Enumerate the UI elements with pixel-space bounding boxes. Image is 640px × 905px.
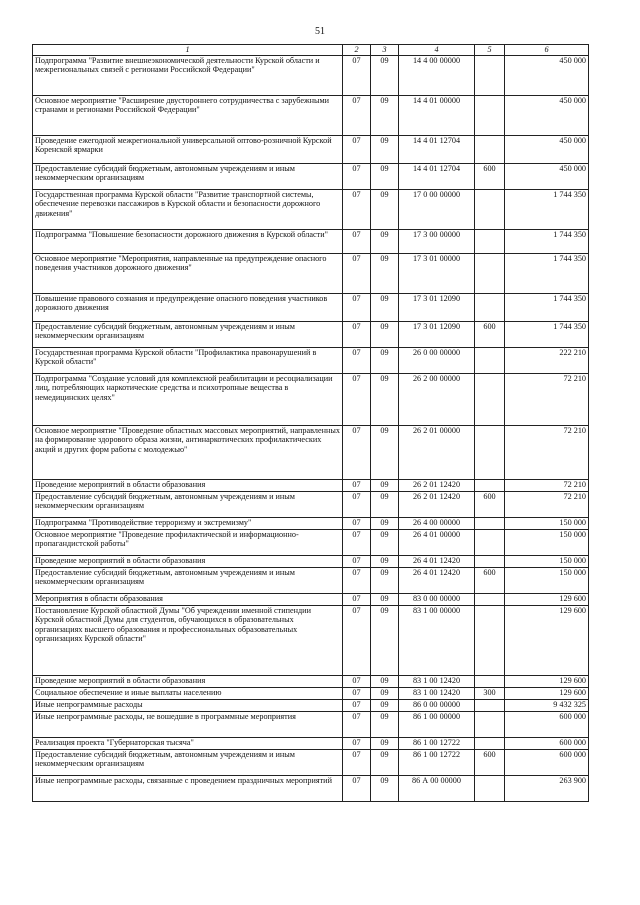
row-subsection-cell: 09	[371, 492, 399, 518]
row-target-code-cell: 83 1 00 12420	[399, 688, 475, 700]
row-target-code-cell: 26 4 01 00000	[399, 530, 475, 556]
row-section-cell: 07	[343, 750, 371, 776]
row-name-cell: Социальное обеспечение и иные выплаты населению	[33, 688, 343, 700]
table-row	[33, 530, 589, 556]
row-amount-cell: 263 900	[505, 776, 589, 802]
row-subsection-cell: 09	[371, 594, 399, 606]
row-target-code-cell: 17 3 01 12090	[399, 294, 475, 322]
row-name-cell: Основное мероприятие "Проведение профилактической и информационно-пропагандистской работы"	[33, 530, 343, 556]
row-amount-cell: 1 744 350	[505, 294, 589, 322]
row-amount-cell: 72 210	[505, 480, 589, 492]
row-section-cell: 07	[343, 230, 371, 254]
row-expense-type-cell	[475, 606, 505, 676]
column-header-expense-type: 5	[475, 45, 505, 56]
table-row	[33, 322, 589, 348]
row-subsection-cell: 09	[371, 254, 399, 294]
row-amount-cell: 600 000	[505, 712, 589, 738]
row-target-code-cell: 86 1 00 12722	[399, 750, 475, 776]
row-name-cell: Предоставление субсидий бюджетным, автономным учреждениям и иным некоммерческим организациям	[33, 750, 343, 776]
row-target-code-cell: 26 2 01 00000	[399, 426, 475, 480]
row-amount-cell: 600 000	[505, 738, 589, 750]
row-amount-cell: 129 600	[505, 676, 589, 688]
row-target-code-cell: 17 3 01 12090	[399, 322, 475, 348]
table-row	[33, 700, 589, 712]
row-name-cell: Основное мероприятие "Мероприятия, направленные на предупреждение опасного поведения участников дорожного движения"	[33, 254, 343, 294]
row-amount-cell: 129 600	[505, 606, 589, 676]
row-expense-type-cell	[475, 56, 505, 96]
row-target-code-cell: 26 2 00 00000	[399, 374, 475, 426]
column-header-section: 2	[343, 45, 371, 56]
row-name-cell: Иные непрограммные расходы	[33, 700, 343, 712]
row-section-cell: 07	[343, 568, 371, 594]
row-target-code-cell: 86 0 00 00000	[399, 700, 475, 712]
row-subsection-cell: 09	[371, 374, 399, 426]
row-section-cell: 07	[343, 136, 371, 164]
page-number: 51	[315, 26, 325, 37]
column-header-subsection: 3	[371, 45, 399, 56]
row-subsection-cell: 09	[371, 530, 399, 556]
table-row	[33, 164, 589, 190]
row-subsection-cell: 09	[371, 676, 399, 688]
row-expense-type-cell: 600	[475, 568, 505, 594]
table-header-row	[33, 45, 589, 56]
row-name-cell: Проведение ежегодной межрегиональной универсальной оптово-розничной Курской Коренской ярмарки	[33, 136, 343, 164]
table-row	[33, 374, 589, 426]
row-section-cell: 07	[343, 688, 371, 700]
row-expense-type-cell	[475, 254, 505, 294]
row-expense-type-cell	[475, 700, 505, 712]
row-amount-cell: 450 000	[505, 136, 589, 164]
row-expense-type-cell	[475, 776, 505, 802]
row-target-code-cell: 83 0 00 00000	[399, 594, 475, 606]
row-expense-type-cell: 600	[475, 164, 505, 190]
row-amount-cell: 1 744 350	[505, 322, 589, 348]
row-section-cell: 07	[343, 254, 371, 294]
row-name-cell: Проведение мероприятий в области образования	[33, 676, 343, 688]
table-row	[33, 254, 589, 294]
row-subsection-cell: 09	[371, 738, 399, 750]
row-amount-cell: 129 600	[505, 594, 589, 606]
row-name-cell: Проведение мероприятий в области образования	[33, 556, 343, 568]
row-expense-type-cell: 300	[475, 688, 505, 700]
row-subsection-cell: 09	[371, 294, 399, 322]
row-subsection-cell: 09	[371, 568, 399, 594]
row-name-cell: Предоставление субсидий бюджетным, автономным учреждениям и иным некоммерческим организациям	[33, 492, 343, 518]
row-section-cell: 07	[343, 530, 371, 556]
row-amount-cell: 600 000	[505, 750, 589, 776]
row-target-code-cell: 17 3 01 00000	[399, 254, 475, 294]
row-subsection-cell: 09	[371, 96, 399, 136]
table-row	[33, 606, 589, 676]
row-name-cell: Повышение правового сознания и предупреждение опасного поведения участников дорожного движения	[33, 294, 343, 322]
row-target-code-cell: 14 4 01 12704	[399, 164, 475, 190]
row-name-cell: Подпрограмма "Создание условий для комплексной реабилитации и ресоциализации лиц, потребляющих наркотические средства и психотропные вещества в немедицинских целях"	[33, 374, 343, 426]
row-name-cell: Проведение мероприятий в области образования	[33, 480, 343, 492]
row-amount-cell: 150 000	[505, 568, 589, 594]
row-section-cell: 07	[343, 426, 371, 480]
table-row	[33, 230, 589, 254]
row-expense-type-cell	[475, 676, 505, 688]
row-expense-type-cell	[475, 518, 505, 530]
row-expense-type-cell	[475, 480, 505, 492]
row-target-code-cell: 86 1 00 00000	[399, 712, 475, 738]
budget-table	[32, 44, 589, 802]
row-section-cell: 07	[343, 712, 371, 738]
row-section-cell: 07	[343, 594, 371, 606]
row-expense-type-cell	[475, 348, 505, 374]
table-row	[33, 738, 589, 750]
row-subsection-cell: 09	[371, 56, 399, 96]
row-section-cell: 07	[343, 676, 371, 688]
table-row	[33, 556, 589, 568]
row-section-cell: 07	[343, 294, 371, 322]
row-amount-cell: 450 000	[505, 56, 589, 96]
row-target-code-cell: 17 3 00 00000	[399, 230, 475, 254]
row-amount-cell: 129 600	[505, 688, 589, 700]
table-row	[33, 56, 589, 96]
row-expense-type-cell	[475, 712, 505, 738]
row-expense-type-cell	[475, 426, 505, 480]
row-amount-cell: 450 000	[505, 96, 589, 136]
row-amount-cell: 72 210	[505, 426, 589, 480]
row-expense-type-cell	[475, 230, 505, 254]
row-expense-type-cell: 600	[475, 750, 505, 776]
row-section-cell: 07	[343, 96, 371, 136]
row-name-cell: Подпрограмма "Развитие внешнеэкономической деятельности Курской области и межрегиональных связей с регионами Российской Федерации"	[33, 56, 343, 96]
column-header-target-code: 4	[399, 45, 475, 56]
column-header-name: 1	[33, 45, 343, 56]
row-expense-type-cell: 600	[475, 492, 505, 518]
row-target-code-cell: 83 1 00 00000	[399, 606, 475, 676]
row-amount-cell: 9 432 325	[505, 700, 589, 712]
row-expense-type-cell	[475, 374, 505, 426]
table-row	[33, 96, 589, 136]
row-subsection-cell: 09	[371, 136, 399, 164]
table-row	[33, 712, 589, 738]
row-target-code-cell: 26 2 01 12420	[399, 480, 475, 492]
row-name-cell: Подпрограмма "Повышение безопасности дорожного движения в Курской области"	[33, 230, 343, 254]
row-section-cell: 07	[343, 606, 371, 676]
row-amount-cell: 1 744 350	[505, 254, 589, 294]
row-amount-cell: 150 000	[505, 530, 589, 556]
row-section-cell: 07	[343, 322, 371, 348]
row-section-cell: 07	[343, 374, 371, 426]
row-name-cell: Предоставление субсидий бюджетным, автономным учреждениям и иным некоммерческим организациям	[33, 164, 343, 190]
row-amount-cell: 222 210	[505, 348, 589, 374]
row-name-cell: Предоставление субсидий бюджетным, автономным учреждениям и иным некоммерческим организациям	[33, 322, 343, 348]
row-subsection-cell: 09	[371, 556, 399, 568]
row-section-cell: 07	[343, 556, 371, 568]
row-subsection-cell: 09	[371, 426, 399, 480]
row-expense-type-cell	[475, 136, 505, 164]
row-name-cell: Государственная программа Курской области "Профилактика правонарушений в Курской области"	[33, 348, 343, 374]
row-target-code-cell: 26 2 01 12420	[399, 492, 475, 518]
row-subsection-cell: 09	[371, 606, 399, 676]
row-target-code-cell: 26 0 00 00000	[399, 348, 475, 374]
row-name-cell: Подпрограмма "Противодействие терроризму и экстремизму"	[33, 518, 343, 530]
table-row	[33, 480, 589, 492]
row-name-cell: Мероприятия в области образования	[33, 594, 343, 606]
row-target-code-cell: 14 4 00 00000	[399, 56, 475, 96]
row-expense-type-cell	[475, 96, 505, 136]
row-name-cell: Основное мероприятие "Проведение областных массовых мероприятий, направленных на формирование здорового образа жизни, антинаркотических профилактических акций и других форм работы с молодежью"	[33, 426, 343, 480]
row-amount-cell: 450 000	[505, 164, 589, 190]
row-target-code-cell: 86 А 00 00000	[399, 776, 475, 802]
row-subsection-cell: 09	[371, 688, 399, 700]
row-amount-cell: 1 744 350	[505, 230, 589, 254]
row-section-cell: 07	[343, 190, 371, 230]
row-section-cell: 07	[343, 700, 371, 712]
row-section-cell: 07	[343, 518, 371, 530]
row-subsection-cell: 09	[371, 190, 399, 230]
table-row	[33, 776, 589, 802]
row-amount-cell: 150 000	[505, 556, 589, 568]
row-target-code-cell: 86 1 00 12722	[399, 738, 475, 750]
row-amount-cell: 150 000	[505, 518, 589, 530]
table-row	[33, 294, 589, 322]
row-target-code-cell: 26 4 01 12420	[399, 556, 475, 568]
row-name-cell: Реализация проекта "Губернаторская тысяча"	[33, 738, 343, 750]
row-expense-type-cell: 600	[475, 322, 505, 348]
row-name-cell: Постановление Курской областной Думы "Об учреждении именной стипендии Курской областной Думы для студентов, обучающихся в образовательных организациях высшего образования и профессиональных образовательных организациях Курской области"	[33, 606, 343, 676]
row-subsection-cell: 09	[371, 750, 399, 776]
row-target-code-cell: 14 4 01 00000	[399, 96, 475, 136]
column-header-amount: 6	[505, 45, 589, 56]
row-section-cell: 07	[343, 56, 371, 96]
row-section-cell: 07	[343, 776, 371, 802]
table-row	[33, 426, 589, 480]
table-row	[33, 676, 589, 688]
row-expense-type-cell	[475, 738, 505, 750]
row-name-cell: Иные непрограммные расходы, связанные с проведением праздничных мероприятий	[33, 776, 343, 802]
table-row	[33, 348, 589, 374]
row-section-cell: 07	[343, 492, 371, 518]
row-subsection-cell: 09	[371, 480, 399, 492]
table-row	[33, 750, 589, 776]
row-target-code-cell: 14 4 01 12704	[399, 136, 475, 164]
row-section-cell: 07	[343, 348, 371, 374]
row-subsection-cell: 09	[371, 700, 399, 712]
row-target-code-cell: 26 4 01 12420	[399, 568, 475, 594]
row-target-code-cell: 17 0 00 00000	[399, 190, 475, 230]
table-row	[33, 492, 589, 518]
row-subsection-cell: 09	[371, 518, 399, 530]
row-subsection-cell: 09	[371, 322, 399, 348]
row-subsection-cell: 09	[371, 230, 399, 254]
row-subsection-cell: 09	[371, 348, 399, 374]
row-name-cell: Основное мероприятие "Расширение двустороннего сотрудничества с зарубежными странами и регионами Российской Федерации"	[33, 96, 343, 136]
row-section-cell: 07	[343, 480, 371, 492]
row-subsection-cell: 09	[371, 712, 399, 738]
row-name-cell: Предоставление субсидий бюджетным, автономным учреждениям и иным некоммерческим организациям	[33, 568, 343, 594]
row-subsection-cell: 09	[371, 164, 399, 190]
table-row	[33, 688, 589, 700]
row-expense-type-cell	[475, 530, 505, 556]
row-name-cell: Государственная программа Курской области "Развитие транспортной системы, обеспечение перевозки пассажиров в Курской области и безопасности дорожного движения"	[33, 190, 343, 230]
table-body	[33, 56, 589, 802]
row-expense-type-cell	[475, 190, 505, 230]
table-row	[33, 190, 589, 230]
row-target-code-cell: 83 1 00 12420	[399, 676, 475, 688]
row-expense-type-cell	[475, 556, 505, 568]
table-row	[33, 136, 589, 164]
row-subsection-cell: 09	[371, 776, 399, 802]
row-amount-cell: 72 210	[505, 374, 589, 426]
row-section-cell: 07	[343, 164, 371, 190]
row-amount-cell: 72 210	[505, 492, 589, 518]
row-section-cell: 07	[343, 738, 371, 750]
row-name-cell: Иные непрограммные расходы, не вошедшие в программные мероприятия	[33, 712, 343, 738]
row-expense-type-cell	[475, 594, 505, 606]
row-expense-type-cell	[475, 294, 505, 322]
table-row	[33, 518, 589, 530]
row-amount-cell: 1 744 350	[505, 190, 589, 230]
table-row	[33, 594, 589, 606]
table-row	[33, 568, 589, 594]
row-target-code-cell: 26 4 00 00000	[399, 518, 475, 530]
